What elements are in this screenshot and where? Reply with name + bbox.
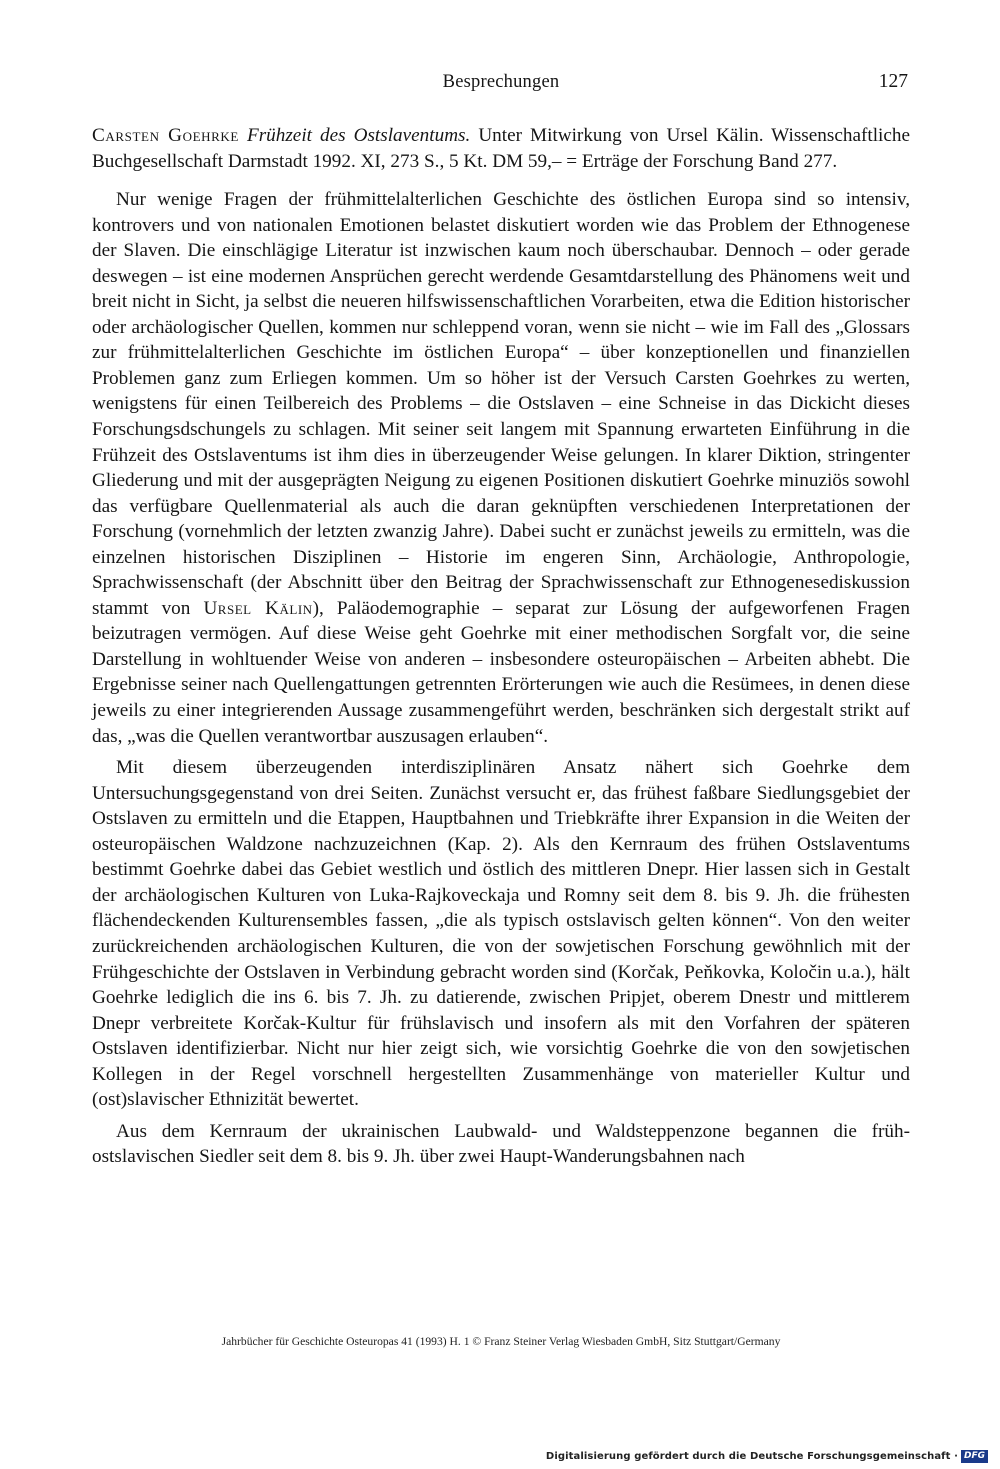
journal-footer: Jahrbücher für Geschichte Osteuropas 41 (1993) H. 1 © Franz Steiner Verlag Wiesbaden GmbH, Sitz Stuttgart/Germany: [221, 1335, 781, 1348]
contributor-name: Ursel Kälin: [203, 597, 313, 619]
bibliographic-entry: [92, 123, 910, 174]
paragraph-1-text-a: Nur wenige Fragen der frühmittelalterlichen Geschichte des östlichen Europa sind so intensiv, kontrovers und von nationalen Emotionen belastet diskutiert worden wie das Problem der Ethnogenese der Slaven. Die einschlägige Literatur ist inzwischen kaum noch überschaubar. Dennoch – oder gerade deswegen – ist eine modernen Ansprüchen gerecht werdende Gesamtdarstellung des Phänomens weit und breit nicht in Sicht, ja selbst die neueren hilfswissenschaftlichen Vorarbeiten, etwa die Edition historischer oder archäologischer Quellen, kommen nur schleppend voran, wenn sie nicht – wie im Fall des „Glossars zur frühmittelalterlichen Geschichte im östlichen Europa“ – über konzeptionellen und finanziellen Problemen ganz zum Erliegen kommen. Um so höher ist der Versuch Carsten Goehrkes zu werten, wenigstens für einen Teilbereich des Problems – die Ostslaven – eine Schneise in das Dickicht dieses Forschungsdschungels zu schlagen. Mit seiner seit langem mit Spannung erwarteten Einführung in die Frühzeit des Ostslaventums ist ihm dies in überzeugender Weise gelungen. In klarer Diktion, stringenter Gliederung und mit der ausgeprägten Neigung zu eigenen Positionen diskutiert Goehrke minuziös sowohl das verfügbare Quellenmaterial als auch die daran geknüpften verschiedenen Interpretationen der Forschung (vornehmlich der letzten zwanzig Jahre). Dabei sucht er zunächst jeweils zu ermitteln, was die einzelnen historischen Disziplinen – Historie im engeren Sinn, Archäologie, Anthropologie, Sprachwissenschaft (der Abschnitt über den Beitrag der Sprachwissenschaft zur Ethnogenesediskussion stammt von: [92, 189, 910, 619]
paragraph-1: [92, 187, 910, 749]
funding-notice: [546, 1449, 988, 1463]
running-header: [92, 72, 910, 100]
article-body: [92, 123, 910, 1170]
page-number: 127: [878, 71, 908, 92]
book-title: Frühzeit des Ostslaventums.: [246, 125, 471, 146]
paragraph-3: Aus dem Kernraum der ukrainischen Laubwald- und Waldsteppenzone begannen die früh-ostslavischen Siedler seit dem 8. bis 9. Jh. über zwei Haupt-Wanderungsbahnen nach: [92, 1120, 910, 1168]
funding-text: Digitalisierung gefördert durch die Deutsche Forschungsgemeinschaft ·: [545, 1450, 958, 1462]
bibliographic-details: Unter Mitwirkung von Ursel Kälin. Wissenschaftliche Buchgesellschaft Darmstadt 1992. XI, 273 S., 5 Kt. DM 59,– = Erträge der Forschung Band 277.: [92, 125, 910, 172]
paragraph-2: Mit diesem überzeugenden interdisziplinären Ansatz nähert sich Goehrke dem Untersuchungsgegenstand von drei Seiten. Zunächst versucht er, das frühest faßbare Siedlungsgebiet der Ostslaven zu ermitteln und die Etappen, Hauptbahnen und Triebkräfte ihrer Expansion in die Weiten der osteuropäischen Waldzone nachzuzeichnen (Kap. 2). Als den Kernraum des frühen Ostslaventums bestimmt Goehrke dabei das Gebiet westlich und östlich des mittleren Dnepr. Hier lassen sich in Gestalt der archäologischen Kulturen von Luka-Rajkoveckaja und Romny seit dem 8. bis 9. Jh. die frühesten flächendeckenden Kulturensembles fassen, „die als typisch ostslavisch gelten können“. Von den weiter zurückreichenden archäologischen Kulturen, die von der sowjetischen Forschung gewöhnlich mit der Frühgeschichte der Ostslaven in Verbindung gebracht worden sind (Korčak, Peňkovka, Koločin u.a.), hält Goehrke lediglich die ins 6. bis 7. Jh. zu datierende, zwischen Pripjet, oberem Dnestr und mittlerem Dnepr verbreitete Korčak-Kultur für frühslavisch und insofern als mit den Vorfahren der späteren Ostslaven identifizierbar. Nicht nur hier zeigt sich, wie vorsichtig Goehrke die von den sowjetischen Kollegen in der Regel vorschnell hergestellten Zusammenhänge von materieller Kultur und (ost)slavischer Ethnizität bewertet.: [92, 757, 910, 1111]
dfg-logo: DFG: [961, 1450, 988, 1463]
running-title: Besprechungen: [442, 72, 560, 92]
review-author: Carsten Goehrke: [92, 125, 239, 146]
paragraph-1-text-b: ), Paläodemographie – separat zur Lösung der aufgeworfenen Fragen beizutragen vermögen. Auf diese Weise geht Goehrke mit einer methodischen Sorgfalt vor, die seine Darstellung in wohltuender Weise von anderen – insbesondere osteuropäischen – Arbeiten abhebt. Die Ergebnisse seiner nach Quellengattungen getrennten Erörterungen wie auch die Resümees, in denen diese jeweils zu einer integrierenden Aussage zusammengeführt werden, beschränken sich dergestalt strikt auf das, „was die Quellen verantwortbar auszusagen erlauben“.: [92, 597, 910, 747]
